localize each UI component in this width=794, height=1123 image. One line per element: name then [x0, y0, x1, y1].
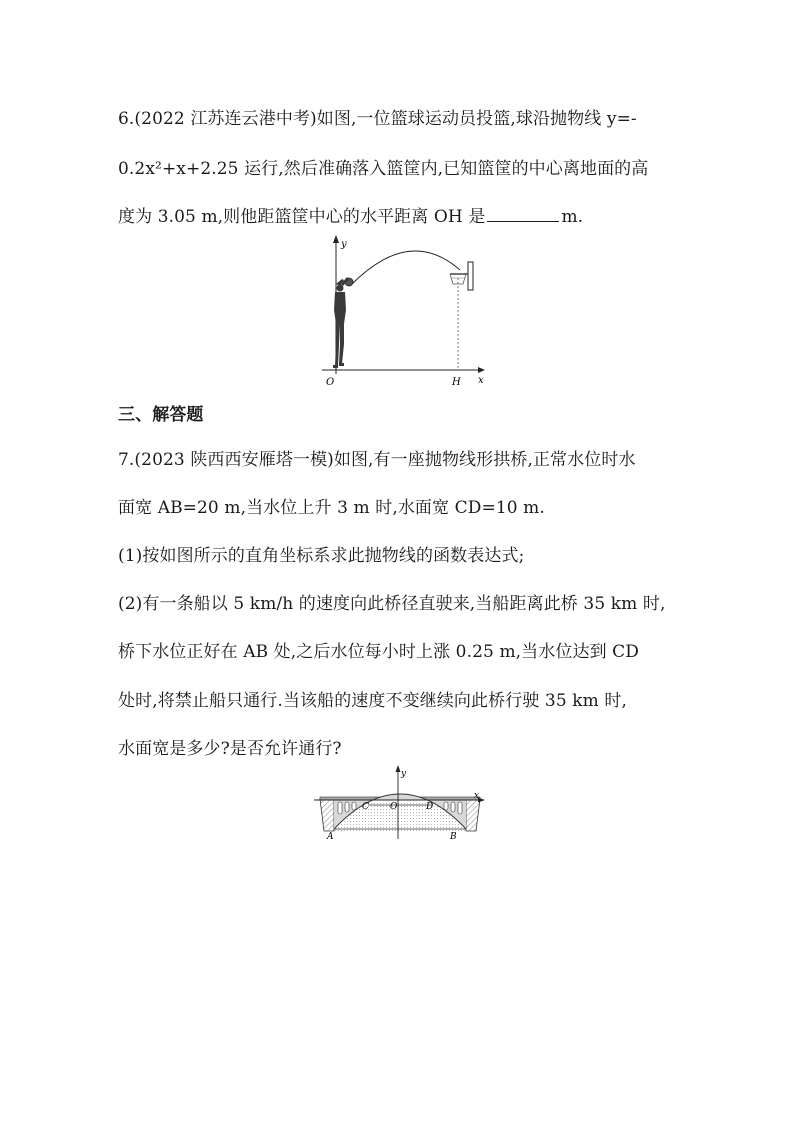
q7-line-6: 处时,将禁止船只通行.当该船的速度不变继续向此桥行驶 35 km 时, [118, 691, 627, 711]
q6-line-1: 6.(2022 江苏连云港中考)如图,一位篮球运动员投篮,球沿抛物线 y=- [118, 109, 637, 129]
answer-blank [487, 207, 559, 222]
q7-line-2: 面宽 AB=20 m,当水位上升 3 m 时,水面宽 CD=10 m. [118, 498, 545, 518]
right-abutment [466, 799, 480, 831]
fig2-origin-label: O [390, 802, 398, 812]
fig2-b-label: B [450, 832, 457, 842]
q6-line-2: 0.2x²+x+2.25 运行,然后准确落入篮筐内,已知篮筐的中心离地面的高 [118, 159, 649, 179]
q7-line-4: (2)有一条船以 5 km/h 的速度向此桥径直驶来,当船距离此桥 35 km 时, [118, 594, 666, 614]
fig1-h-label: H [452, 377, 461, 388]
q7-line-7: 水面宽是多少?是否允许通行? [118, 739, 342, 759]
fig2-a-label: A [327, 832, 334, 842]
q7-line-3: (1)按如图所示的直角坐标系求此抛物线的函数表达式; [118, 546, 525, 566]
fig1-x-label: x [478, 375, 484, 386]
basketball-figure [300, 232, 500, 392]
q6-line-3-text: 度为 3.05 m,则他距篮筐中心的水平距离 OH 是 [118, 207, 486, 227]
section-heading: 三、解答题 [118, 405, 204, 425]
arch-bridge-figure [310, 763, 490, 843]
fig1-origin-label: O [326, 377, 335, 388]
fig2-y-label: y [401, 769, 407, 779]
fig2-x-label: x [474, 791, 480, 801]
left-abutment [320, 799, 334, 831]
q7-line-5: 桥下水位正好在 AB 处,之后水位每小时上涨 0.25 m,当水位达到 CD [118, 642, 640, 662]
fig1-y-label: y [341, 239, 347, 250]
q6-line-3-unit: m. [561, 207, 584, 227]
backboard [468, 262, 473, 290]
fig2-c-label: C [362, 802, 369, 812]
fig2-d-label: D [426, 802, 434, 812]
q7-line-1: 7.(2023 陕西西安雁塔一模)如图,有一座抛物线形拱桥,正常水位时水 [118, 450, 636, 470]
player-silhouette [333, 277, 349, 368]
q6-line-3 [118, 202, 583, 227]
